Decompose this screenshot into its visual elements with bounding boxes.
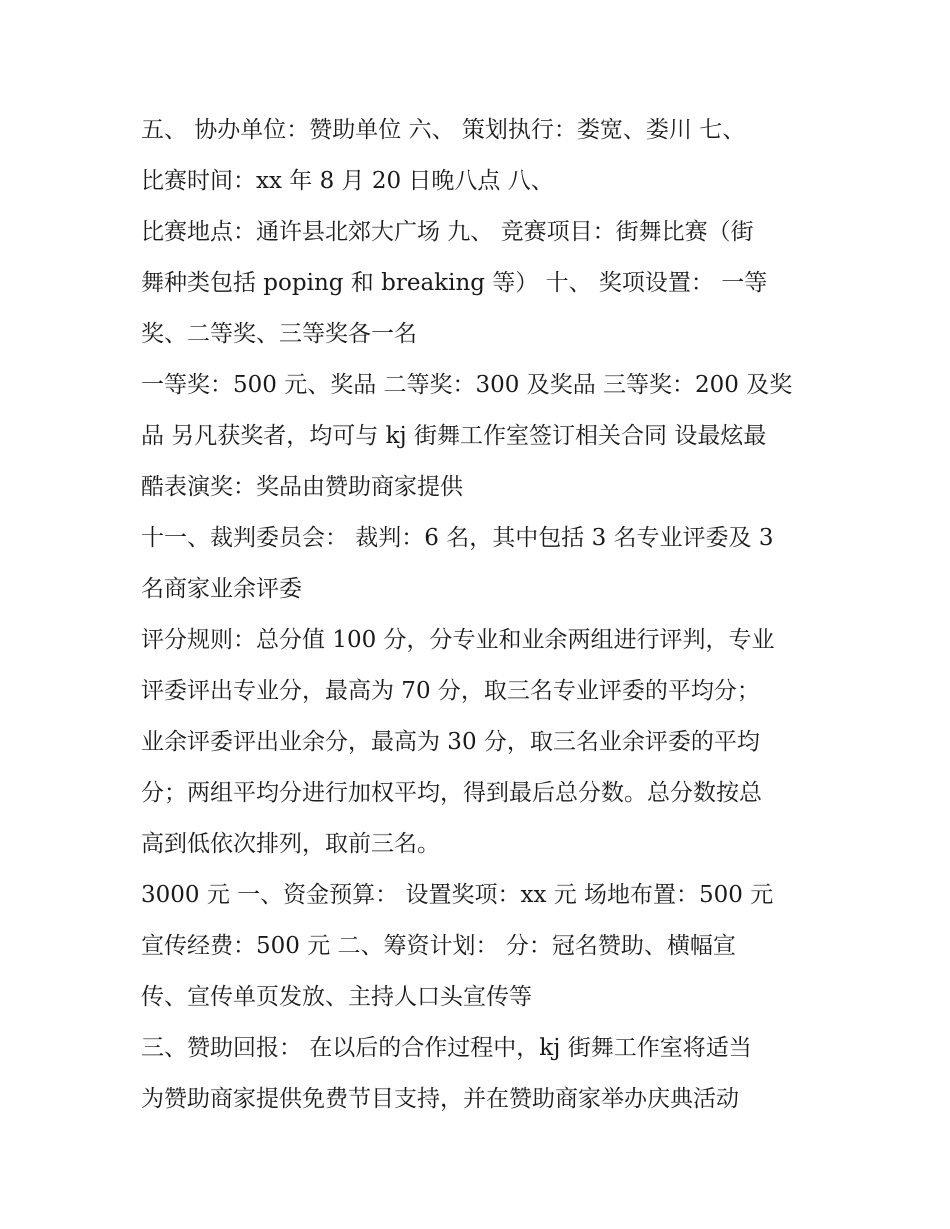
document-body [141, 105, 831, 1125]
text-line: 一等奖：500 元、奖品 二等奖：300 及奖品 三等奖：200 及奖 [141, 372, 793, 398]
text-line: 分；两组平均分进行加权平均，得到最后总分数。总分数按总 [141, 780, 762, 806]
text-line: 评分规则：总分值 100 分，分专业和业余两组进行评判，专业 [141, 627, 775, 653]
text-line: 为赞助商家提供免费节目支持，并在赞助商家举办庆典活动 [141, 1086, 739, 1112]
text-line: 评委评出专业分，最高为 70 分，取三名专业评委的平均分； [141, 678, 760, 704]
text-line: 3000 元 一、资金预算： 设置奖项：xx 元 场地布置：500 元 [141, 882, 774, 908]
text-line: 十一、裁判委员会： 裁判：6 名，其中包括 3 名专业评委及 3 [141, 525, 774, 551]
text-line: 名商家业余评委 [141, 576, 302, 602]
text-line: 三、赞助回报： 在以后的合作过程中，kj 街舞工作室将适当 [141, 1035, 752, 1061]
text-line: 比赛地点：通许县北郊大广场 九、 竞赛项目：街舞比赛（街 [141, 219, 754, 245]
text-line: 舞种类包括 poping 和 breaking 等） 十、 奖项设置： 一等 [141, 270, 768, 296]
text-line: 奖、二等奖、三等奖各一名 [141, 321, 417, 347]
text-line: 五、 协办单位：赞助单位 六、 策划执行：娄宽、娄川 七、 [141, 117, 746, 143]
text-line: 高到低依次排列，取前三名。 [141, 831, 440, 857]
text-line: 酷表演奖：奖品由赞助商家提供 [141, 474, 463, 500]
text-line: 品 另凡获奖者，均可与 kj 街舞工作室签订相关合同 设最炫最 [141, 423, 767, 449]
text-line: 宣传经费：500 元 二、筹资计划： 分：冠名赞助、横幅宣 [141, 933, 736, 959]
text-line: 传、宣传单页发放、主持人口头宣传等 [141, 984, 532, 1010]
text-line: 比赛时间：xx 年 8 月 20 日晚八点 八、 [141, 168, 554, 194]
text-line: 业余评委评出业余分，最高为 30 分，取三名业余评委的平均 [141, 729, 760, 755]
